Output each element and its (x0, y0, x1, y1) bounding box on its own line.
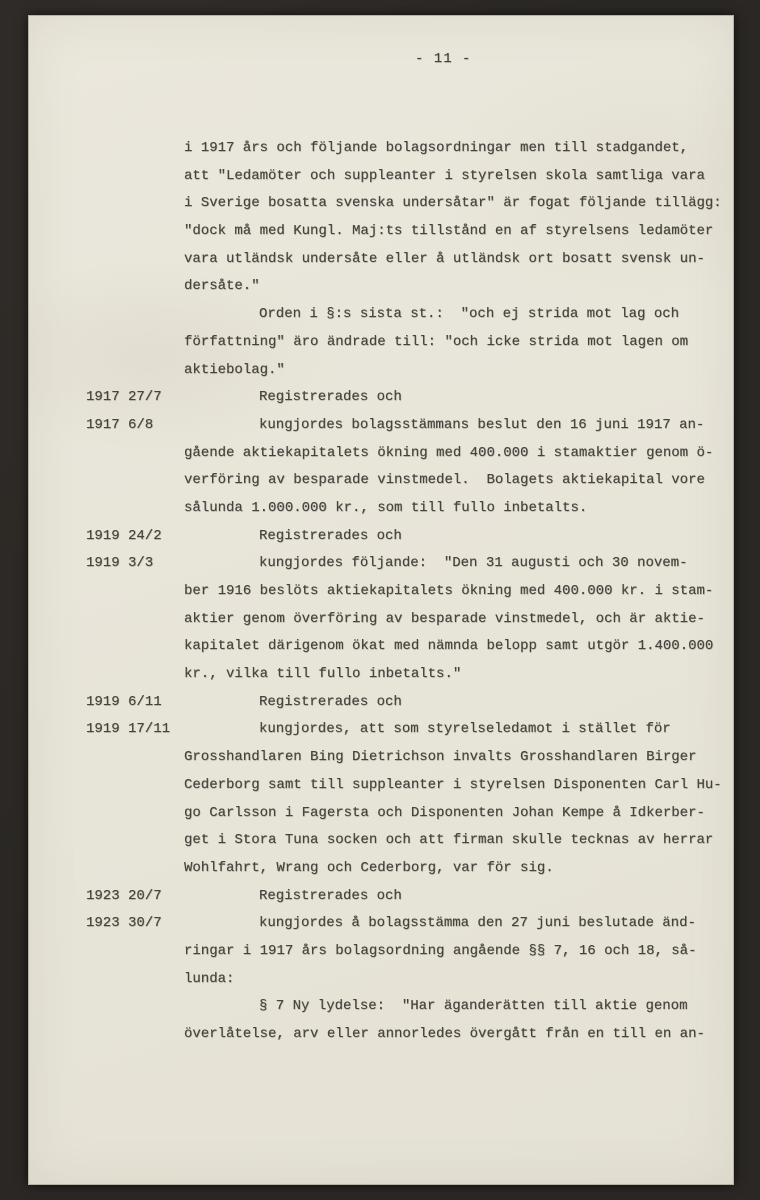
entry (86, 883, 744, 911)
text-line: Cederborg samt till suppleanter i styrelsen Disponenten Carl Hu- (184, 776, 722, 793)
text-line: ringar i 1917 års bolagsordning angående §§ 7, 16 och 18, så- (184, 942, 697, 959)
entry (86, 689, 744, 717)
entry (86, 412, 744, 523)
entry (86, 716, 744, 882)
text-line: kungjordes å bolagsstämma den 27 juni beslutade änd- (259, 915, 696, 932)
text-line: vara utländsk undersåte eller å utländsk ort bosatt svensk un- (184, 250, 705, 267)
text-line: Registrerades och (259, 887, 402, 904)
text-line: aktiebolag." (184, 361, 285, 378)
page-number: - 11 - (415, 51, 472, 67)
text-line: verföring av besparade vinstmedel. Bolagets aktiekapital vore (184, 472, 705, 489)
entry (86, 550, 744, 688)
entry (184, 301, 744, 384)
text-line: dersåte." (184, 278, 260, 295)
text-line: Grosshandlaren Bing Dietrichson invalts Grosshandlaren Birger (184, 749, 697, 766)
text-line: författning" äro ändrade till: "och icke strida mot lagen om (184, 333, 689, 350)
entry-date: 1919 24/2 (86, 527, 162, 544)
text-line: "dock må med Kungl. Maj:ts tillstånd en af styrelsens ledamöter (184, 223, 714, 240)
entry-date: 1919 17/11 (86, 721, 171, 738)
entry (86, 384, 744, 412)
text-line: i Sverige bosatta svenska undersåtar" är fogat följande tillägg: (184, 195, 722, 212)
text-line: lunda: (184, 970, 235, 987)
text-line: kapitalet därigenom ökat med nämnda belopp samt utgör 1.400.000 (184, 638, 714, 655)
text-line: kr., vilka till fullo inbetalts." (184, 666, 462, 683)
entry (184, 135, 744, 301)
entry (86, 910, 744, 993)
text-line: § 7 Ny lydelse: "Har äganderätten till aktie genom (259, 998, 688, 1015)
text-line: Orden i §:s sista st.: "och ej strida mot lag och (259, 306, 680, 323)
text-line: överlåtelse, arv eller annorledes övergått från en till en an- (184, 1026, 705, 1042)
entry-date: 1917 27/7 (86, 389, 162, 406)
entry-date: 1923 20/7 (86, 887, 162, 904)
text-line: ber 1916 beslöts aktiekapitalets ökning med 400.000 kr. i stam- (184, 583, 714, 599)
entry-date: 1919 6/11 (86, 693, 162, 710)
text-line: sålunda 1.000.000 kr., som till fullo inbetalts. (184, 499, 588, 516)
text-line: Registrerades och (259, 693, 402, 710)
text-line: gående aktiekapitalets ökning med 400.000 i stamaktier genom ö- (184, 444, 714, 461)
text-line: Registrerades och (259, 389, 402, 406)
entry-date: 1917 6/8 (86, 416, 154, 433)
entries (86, 135, 744, 1049)
document-page (28, 15, 734, 1185)
text-line: Wohlfahrt, Wrang och Cederborg, var för sig. (184, 859, 554, 876)
document-body (86, 135, 744, 1049)
text-line: att "Ledamöter och suppleanter i styrelsen skola samtliga vara (184, 167, 705, 184)
text-line: get i Stora Tuna socken och att firman skulle tecknas av herrar (184, 832, 714, 849)
entry (184, 993, 744, 1048)
text-line: kungjordes följande: "Den 31 augusti och 30 novem- (259, 555, 688, 572)
text-line: Registrerades och (259, 527, 402, 544)
entry-date: 1919 3/3 (86, 555, 154, 572)
text-line: kungjordes, att som styrelseledamot i stället för (259, 721, 671, 738)
text-line: go Carlsson i Fagersta och Disponenten Johan Kempe å Idkerber- (184, 804, 705, 821)
text-line: kungjordes bolagsstämmans beslut den 16 juni 1917 an- (259, 416, 705, 433)
entry (86, 523, 744, 551)
text-line: i 1917 års och följande bolagsordningar men till stadgandet, (184, 140, 689, 156)
entry-date: 1923 30/7 (86, 915, 162, 932)
text-line: aktier genom överföring av besparade vinstmedel, och är aktie- (184, 610, 705, 627)
